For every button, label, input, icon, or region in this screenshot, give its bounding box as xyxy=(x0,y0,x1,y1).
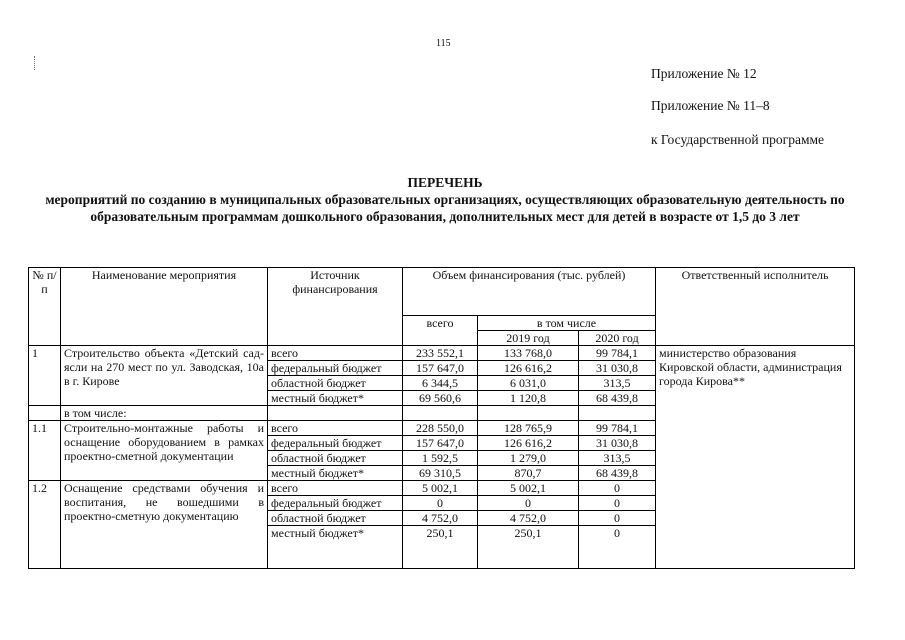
financing-table xyxy=(28,267,855,569)
row-source: областной бюджет xyxy=(268,511,403,526)
header-name: Наименование мероприятия xyxy=(61,268,268,346)
row-source: федеральный бюджет xyxy=(268,496,403,511)
row-total: 4 752,0 xyxy=(403,511,478,526)
header-2019: 2019 год xyxy=(478,331,579,346)
row-source: местный бюджет* xyxy=(268,526,403,569)
appendix-line-3: к Государственной программе xyxy=(651,132,825,147)
row-2020: 99 784,1 xyxy=(579,346,656,361)
incl-label: в том числе: xyxy=(61,406,268,421)
appendix-line-1: Приложение № 12 xyxy=(651,66,757,81)
row-num: 1.1 xyxy=(29,421,61,481)
document-heading: ПЕРЕЧЕНЬ xyxy=(407,175,483,190)
row-total: 233 552,1 xyxy=(403,346,478,361)
row-2019: 870,7 xyxy=(478,466,579,481)
page-number: 115 xyxy=(436,38,451,49)
row-2020: 0 xyxy=(579,526,656,569)
row-source: федеральный бюджет xyxy=(268,361,403,376)
row-source: всего xyxy=(268,421,403,436)
row-2020: 0 xyxy=(579,496,656,511)
row-source: федеральный бюджет xyxy=(268,436,403,451)
row-2019: 6 031,0 xyxy=(478,376,579,391)
header-volume: Объем финансирования (тыс. рублей) xyxy=(403,268,656,316)
row-total: 69 560,6 xyxy=(403,391,478,406)
appendix-line-2: Приложение № 11–8 xyxy=(651,98,770,113)
row-2019: 5 002,1 xyxy=(478,481,579,496)
header-incl: в том числе xyxy=(478,316,656,331)
document-subtitle: мероприятий по созданию в муниципальных образовательных организациях, осуществляющих образовательную деятельность по образовательным программам дошкольного образования, дополнительных мест для детей в возрасте от 1,5 до 3 лет xyxy=(45,192,845,224)
row-2019: 0 xyxy=(478,496,579,511)
row-source: всего xyxy=(268,481,403,496)
row-2019: 126 616,2 xyxy=(478,436,579,451)
row-2020: 313,5 xyxy=(579,376,656,391)
header-total: всего xyxy=(403,316,478,346)
empty-cell xyxy=(656,406,855,569)
table-row xyxy=(29,406,855,421)
row-2019: 133 768,0 xyxy=(478,346,579,361)
scan-mark xyxy=(34,56,36,70)
row-total: 157 647,0 xyxy=(403,361,478,376)
row-2019: 1 279,0 xyxy=(478,451,579,466)
row-2019: 128 765,9 xyxy=(478,421,579,436)
row-total: 228 550,0 xyxy=(403,421,478,436)
row-name: Строительно-монтажные работы и оснащение оборудованием в рамках проектно-сметной документации xyxy=(61,421,268,481)
row-total: 157 647,0 xyxy=(403,436,478,451)
row-source: областной бюджет xyxy=(268,376,403,391)
row-num: 1.2 xyxy=(29,481,61,569)
header-source: Источник финансирования xyxy=(268,268,403,346)
row-2019: 250,1 xyxy=(478,526,579,569)
row-2020: 31 030,8 xyxy=(579,436,656,451)
row-2020: 313,5 xyxy=(579,451,656,466)
row-total: 250,1 xyxy=(403,526,478,569)
row-total: 0 xyxy=(403,496,478,511)
row-2019: 4 752,0 xyxy=(478,511,579,526)
row-total: 5 002,1 xyxy=(403,481,478,496)
empty-cell xyxy=(579,406,656,421)
row-name: Оснащение средствами обучения и воспитания, не вошедшими в проектно-сметную документацию xyxy=(61,481,268,569)
table-row xyxy=(29,346,855,361)
row-2020: 68 439,8 xyxy=(579,466,656,481)
row-name: Строительство объекта «Детский сад-ясли на 270 мест по ул. Заводская, 10а в г. Кирове xyxy=(61,346,268,406)
empty-cell xyxy=(403,406,478,421)
row-responsible: министерство образования Кировской области, администрация города Кирова** xyxy=(656,346,855,406)
header-responsible: Ответственный исполнитель xyxy=(656,268,855,346)
row-source: всего xyxy=(268,346,403,361)
row-2019: 1 120,8 xyxy=(478,391,579,406)
empty-cell xyxy=(29,406,61,421)
row-total: 1 592,5 xyxy=(403,451,478,466)
row-source: областной бюджет xyxy=(268,451,403,466)
row-2020: 31 030,8 xyxy=(579,361,656,376)
row-2020: 0 xyxy=(579,481,656,496)
row-source: местный бюджет* xyxy=(268,466,403,481)
row-source: местный бюджет* xyxy=(268,391,403,406)
row-2020: 68 439,8 xyxy=(579,391,656,406)
row-2020: 0 xyxy=(579,511,656,526)
header-2020: 2020 год xyxy=(579,331,656,346)
header-row-1 xyxy=(29,268,855,316)
row-total: 6 344,5 xyxy=(403,376,478,391)
empty-cell xyxy=(268,406,403,421)
row-2019: 126 616,2 xyxy=(478,361,579,376)
empty-cell xyxy=(478,406,579,421)
row-2020: 99 784,1 xyxy=(579,421,656,436)
row-num: 1 xyxy=(29,346,61,406)
header-num: № п/п xyxy=(29,268,61,346)
row-total: 69 310,5 xyxy=(403,466,478,481)
